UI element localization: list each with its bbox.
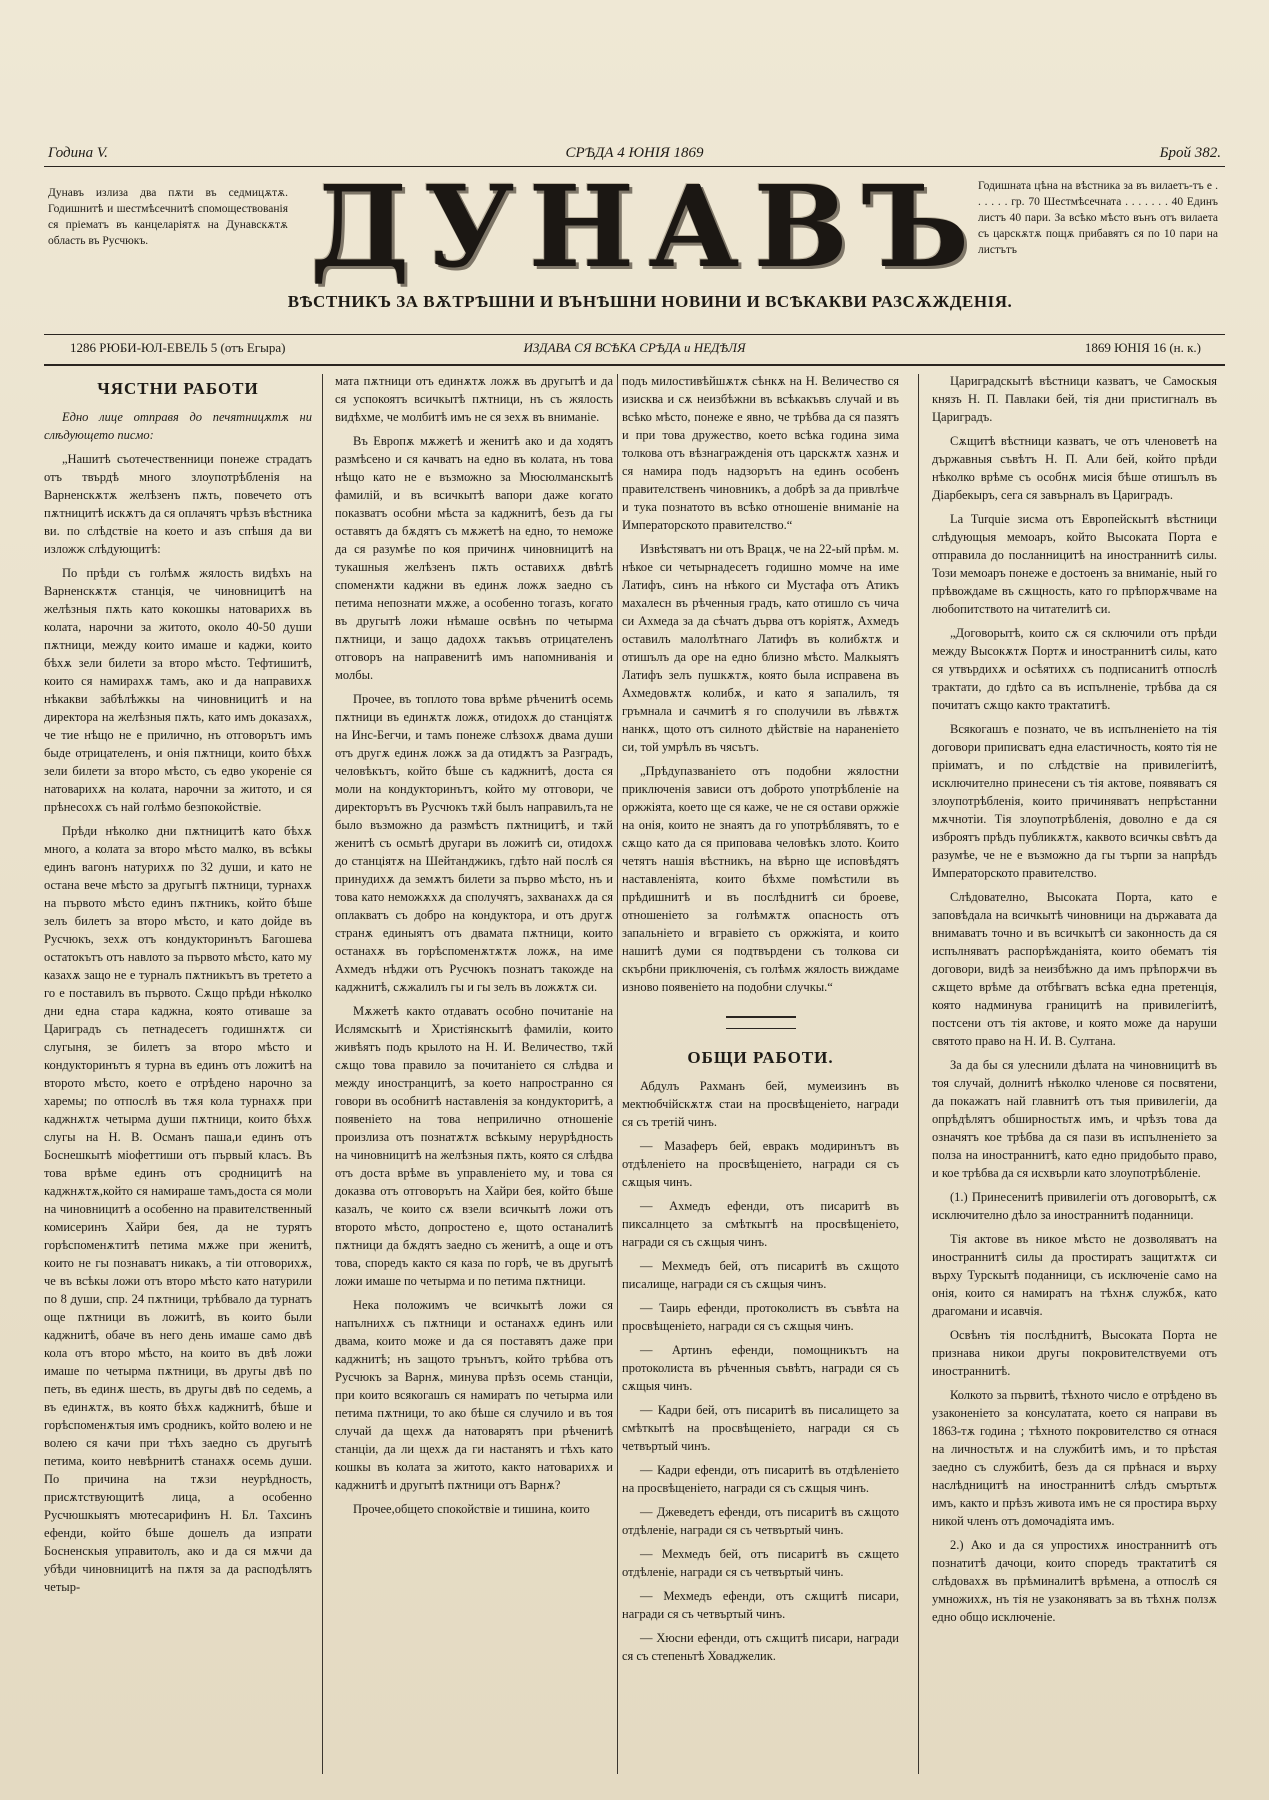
article-paragraph: Слѣдователно, Высоката Порта, като е заповѣдала на всичкытѣ чиновници на държавата да внимаватъ точно и въ всичкытѣ си законность да ся испълняватъ распорѣжданіята, които обематъ тія договори, видѣ за неизбѣжно да имъ прѣпорѫчи въ сѫщето врѣме да отбѣгватъ всѣка една претенція, която надминува границитѣ на привилегіитѣ, постсени отъ тія актове, и която може да наруши святото право на Н. И. В. Султана. [932, 890, 1217, 1048]
article-paragraph: За да бы ся улеснили дѣлата на чиновницитѣ въ тоя случай, долнитѣ нѣколко членове ся посвятени, да покажатъ най главнитѣ отъ тыя привилегіи, да опрѣдѣлятъ обширностьтѫ имъ, и чрѣзъ това да означятъ кое трѣбва да ся пази въ испълненіето за полза на иностраннитѣ, като едно придобыто право, и кое трѣбва да ся исхвърли като злоупотрѣбленіе. [932, 1058, 1217, 1180]
article-paragraph: Въ Европѫ мѫжетѣ и женитѣ ако и да ходятъ размѣсено и ся качватъ на едно въ колата, нъ това нѣщо като не е възможно за Мюсюлманскытѣ фамилій, и въ всичкытѣ вапори даже когато показватъ особни мѣста за каджнитѣ, безъ да гы оставятъ да бѫдятъ съ мѫжетѣ на едно, то неможе да ся разумѣе по коя причинѫ чиновницитѣ на тукашныя желѣзенъ пѫть оставихѫ двѣтѣ споменѫти каджни въ единѫ ложѫ заедно съ петима непознати мѫже, а особенно тогазъ, когато въ другытѣ ложи нѣмаше освѣнъ по четырма пѫтници, и защо дадохѫ такъвъ отрицателенъ отговоръ на направенитѣ имъ напомниванія и молбы. [335, 434, 613, 682]
article-paragraph: — Мехмедъ ефенди, отъ сѫщитѣ писари, награди ся съ четвъртый чинъ. [622, 1589, 899, 1621]
publication-schedule: ИЗДАВА СЯ ВСѢКА СРѢДА и НЕДѢЛЯ [523, 340, 746, 355]
year-label: Година V. [48, 145, 108, 161]
article-paragraph: La Turquie зисма отъ Европейскытѣ вѣстници слѣдующыя мемоаръ, който Высоката Порта е отправила до посланницитѣ на иностраннитѣ силы. Този мемоаръ понеже е достоенъ за вниманіе, ный го прѣвождаме въ сѫщность, като го прѣпорѫчваме на любопитството на читателитѣ си. [932, 512, 1217, 616]
article-paragraph: Извѣстяватъ ни отъ Врацѫ, че на 22-ый прѣм. м. нѣкое си четырнадесетъ годишно момче на име Латифъ, синъ на нѣкого си Мустафа отъ Атикъ махалесн въ рѣченныя градъ, като отишло съ чича си Ахмеда за да сѣчатъ дърва отъ коріятѫ, Ахмедъ оставилъ малолѣтнаго Латифъ въ колибѫтѫ и отишълъ да оре на едно близно мѣсто. Малкыятъ Латифъ зелъ пушкѫтѫ, която была исправена въ Ахмедовѫтѫ колибѫ, и като я запалилъ, тя гръмнала и сачмитѣ я го сполучили въ лѣвѫтѫ нанкѫ, щото отъ силното дѣйствіе на нараненіето си, той умрѣлъ въ чясътъ. [622, 542, 899, 754]
column-divider [918, 374, 919, 1774]
article-paragraph: — Артинъ ефенди, помощникътъ на протоколиста въ рѣченныя съвѣтъ, награди ся съ сѫщыя чинъ. [622, 1343, 899, 1393]
article-intro: Едно лице отправя до печятницѫтѫ ни слѣдующето писмо: [44, 410, 312, 442]
article-paragraph: Нека положимъ че всичкытѣ ложи ся напълнихѫ съ пѫтници и останахѫ единъ или двама, които може и да ся поставятъ даже при каджнитѣ; нъ защото трънътъ, който трѣбва отъ Русчюкъ за Варнѫ, минува прѣзъ осемь станціи, при които всякогашъ ся намиратъ по четырма или петима пѫтници, то ако бѣше ся случило и въ тоя случай да щехѫ да натоварятъ при рѣченитѣ станціи, да ли щехѫ да ги настанятъ и тѣхъ като кошкы въ колата за житото, както натоварихѫ и каджнитѣ и другытѣ пѫтници отъ Варнѫ? [335, 1298, 613, 1492]
dateline-top-rule [44, 334, 1225, 335]
article-paragraph: — Таирь ефенди, протоколистъ въ съвѣта на просвѣщеніето, награди ся съ сѫщыя чинъ. [622, 1301, 899, 1333]
article-paragraph: — Хюсни ефенди, отъ сѫщитѣ писари, награди ся съ степеньтѣ Ховаджелик. [622, 1631, 899, 1663]
issue-date: СРѢДА 4 ЮНІЯ 1869 [565, 145, 704, 161]
article-paragraph: „Договорытѣ, които сѫ ся сключили отъ прѣди между Высокѫтѫ Портѫ и иностраннитѣ силы, като ся утвърдихѫ и осѣятихѫ съ подписанитѣ отпослѣ трактати, до гдѣто са въ испълненіе, трѣбва да ся почитатъ сѫщо както трактатитѣ. [932, 626, 1217, 712]
article-paragraph: Прочее,общето спокойствіе и тишина, които [353, 1502, 590, 1516]
article-paragraph: — Мехмедъ бей, отъ писаритѣ въ сѫщето отдѣленіе, награди ся съ четвъртый чинъ. [622, 1547, 899, 1579]
article-paragraph: — Кадри бей, отъ писаритѣ въ писалището за смѣткытѣ на просвѣщеніето, награди ся съ четвъртый чинъ. [622, 1403, 899, 1453]
dateline-bottom-rule [44, 364, 1225, 366]
section-heading-private-affairs: ЧЯСТНИ РАБОТИ [97, 379, 259, 398]
column-2 [335, 372, 613, 1772]
column-divider [617, 374, 618, 1774]
article-paragraph: Сѫщитѣ вѣстници казватъ, че отъ членоветѣ на държавныя съвѣтъ Н. П. Али бей, който прѣди нѣколко врѣме съ особнѫ мисія бѣше отишълъ въ Діарбекыръ, сега ся завърналъ въ Цариградъ. [932, 434, 1217, 502]
masthead-subtitle: ВѢСТНИКЪ ЗА ВѪТРѢШНИ И ВЪНѢШНИ НОВИНИ И ВСѢКАКВИ РАЗСѪЖДЕНІЯ. [287, 292, 1013, 311]
article-paragraph: Прочее, въ топлото това врѣме рѣченитѣ осемь пѫтници въ единѫтѫ ложѫ, отидохѫ до станціятѫ на Инс-Бегчи, и тамъ понеже слѣзохѫ двама души отъ другѫ единѫ ложѫ за да отидѫтъ за Разградъ, человѣкътъ, който бѣше съ каджнитѣ, доста ся моли на кондукторинътъ, който му отговори, че директорътъ въ Русчюкъ тѫй былъ направилъ,та не было възможно да размѣстъ пѫтницитѣ, и тѫй женитѣ съ осмьтѣ другари въ ложитѣ си, отидохѫ до станціятѫ на Шейтанджикъ, гдѣто най послѣ ся принудихѫ да земѫтъ билети за първо мѣсто, нъ и това като неможѫхѫ да сполучятъ, захванахѫ да ся оплакватъ съ добро на кондуктора, и отъ другѫ странѫ единыятъ отъ двамата пѫтници, които останахѫ въ горѣспоменѫтѫтѫ ложѫ, на име Ахмедъ нѣджи отъ Русчюкъ познатъ такожде на каджнитѣ, сѫжалилъ гы и гы зелъ въ ложѫтѫ си. [335, 692, 613, 994]
article-paragraph: По прѣди съ голѣмѫ жялость видѣхъ на Варненскѫтѫ станція, че чиновницитѣ на желѣзныя пѫть като кокошкы натоварихѫ въ колата, нарочни за житото, около 40-50 души пѫтници, между които имаше и каджи, които бѣхѫ зели билети за второ мѣсто. Тефтишитѣ, които ся намирахѫ тамъ, ако и да направихѫ нѣкакви забѣлѣжкы на чиновницитѣ и на директора на желѣзныя пѫть, като имъ доказахѫ, че тие нѣщо не е прилично, нъ отговорътъ имъ быде отрицателенъ, и онія пѫтници, които бѣхѫ зели билети за второ мѣсто, съ едво укореніе ся натоварихѫ на колата, нарочни за житото, и ся прѣнесохѫ съ най голѣмо безпокойствіе. [44, 566, 312, 814]
article-paragraph: Цариградскытѣ вѣстници казватъ, че Самоскыя князъ Н. П. Павлаки бей, тія дни пристигналъ въ Цариградъ. [932, 374, 1217, 424]
article-paragraph: Абдулъ Рахманъ бей, мумеизинъ въ мектюбчійскѫтѫ стаи на просвѣщеніето, награди ся съ третій чинъ. [622, 1079, 899, 1129]
section-ornament [726, 1016, 796, 1029]
article-paragraph: Освѣнъ тія послѣднитѣ, Высоката Порта не признава никои другы покровителствуеми отъ иностраннитѣ. [932, 1328, 1217, 1378]
column-3 [622, 372, 899, 1772]
article-paragraph: Мѫжетѣ както отдаватъ особно почитаніе на Ислямскытѣ и Христіянскытѣ фамиліи, които живѣятъ подъ крылото на Н. И. Величество, тѫй сѫщо това правило за почитаніето ся слѣдва и между иностранцитѣ, за което напространно ся говори въ особнитѣ наставленія за кондукторитѣ, а появеніето на това неприлично отношеніе произлиза отъ познатѫтѫ всѣкыму нерурѣдность на чиновницитѣ на желѣзныя пѫть, която ся слѣдва отъ доста врѣме въ управленіето му, и това ся доказва отъ отговорътъ на Хайри бея, който бѣше казалъ, че които сѫ взели всичкытѣ ложи отъ второто мѣсто, допростено е, щото останалитѣ пѫтници да бѫдятъ заедно съ женитѣ, а още и отъ това, споредъ както ся каза по горѣ, че въ другытѣ ложи имаше по четырма и по петима пѫтници. [335, 1004, 613, 1288]
section-heading-public-affairs: ОБЩИ РАБОТИ. [687, 1048, 834, 1067]
hijri-date: 1286 РЮБИ-ЮЛ-ЕВЕЛЬ 5 (отъ Егыра) [70, 340, 286, 355]
column-4 [932, 372, 1217, 1772]
subscription-note: Дунавъ излиза два пѫти въ седмицѫтѫ. Годишнитѣ и шестмѣсечнитѣ спомоществованія ся пріематъ въ канцеларіятѫ на Дунавскѫтѫ область въ Русчюкъ. [48, 187, 288, 247]
issue-number: Брой 382. [1159, 145, 1221, 161]
article-paragraph: 2.) Ако и да ся упростихѫ иностраннитѣ отъ познатитѣ дачоци, които споредъ трактатитѣ ся слѣдовахѫ въ прѣминалитѣ врѣмена, а отпослѣ ся умножихѫ, нъ тія не узаконяватъ за въ тѣхнѫ ползѫ едно общо исключеніе. [932, 1538, 1217, 1624]
article-paragraph: — Мазаферъ бей, евракъ модиринътъ въ отдѣленіето на просвѣщеніето, награди ся съ сѫщыя чинъ. [622, 1139, 899, 1189]
article-paragraph: Тія актове въ никое мѣсто не дозволяватъ на иностраннитѣ силы да простиратъ защитѫтѫ си върху Турскытѣ поданници, съ исключеніе само на онія, които ся намиратъ на тѣхнѫ службѫ, като драгомани и исавчія. [932, 1232, 1217, 1318]
article-paragraph: — Джеведетъ ефенди, отъ писаритѣ въ сѫщото отдѣленіе, награди ся съ четвъртый чинъ. [622, 1505, 899, 1537]
article-paragraph: Колкото за първитѣ, тѣхното число е отрѣдено въ узаконеніето за консулатата, което ся направи въ 1863-тѫ година ; тѣхното покровителство ся отнася на личностьтѫ и на службитѣ имъ, и то прѣстая заедно съ службитѣ, безъ да ся прѣнася и върху наслѣдницитѣ на иностраннитѣ слѣдъ смъртьтѫ имъ, както и прѣзъ живота имъ не ся простира върху никой членъ отъ домочадіята имъ. [932, 1388, 1217, 1528]
article-paragraph: „Нашитѣ съотечественници понеже страдатъ отъ твърдѣ много злоупотрѣбленія на Варненскѫтѫ желѣзенъ пѫть, повечето отъ пѫтницитѣ искѫтъ да ся оплачятъ чрѣзъ вѣстника ви. по слѣдствіе на което и азъ спѣшя да ви изложж слѣдующитѣ: [44, 452, 312, 556]
article-paragraph: Прѣди нѣколко дни пѫтницитѣ като бѣхѫ много, а колата за второ мѣсто малко, въ всѣкы единъ вагонъ натурихѫ по 32 души, и като не остана вече мѣсто за другытѣ пѫтници, турнахѫ на първото мѣсто единъ пѫтникъ, който бѣше зелъ билетъ за второ мѣсто, и като дойде въ Русчюкъ, зехѫ отъ кондукторинътъ Багошева остатокътъ отъ навлото за първото мѣсто, като му казахѫ защо не е турналъ пѫтникътъ въ третето а го е поставилъ въ първото. Сѫщо прѣди нѣколко дни една стара каджна, която отиваше за Цариградъ съ петнадесетъ годишнѫтѫ си слугыня, зе билетъ за второ мѣсто и кондукторинътъ я турна въ единъ отъ ложитѣ на второто мѣсто, което е отрѣдено нарочно за харемы; по отпослѣ въ тѫя кола турнахѫ при каджнѫтѫ четырма души пѫтници, които бѣхѫ слугы на Н. В. Османъ паша,и единъ отъ Боснешкытѣ міофеттиши отъ първый класъ. Въ това врѣме единъ отъ сродницитѣ на каджнѫтѫ,който ся намираше тамъ,доста ся моли на чиновницитѣ а особенно на правителственный комисеринъ Хайри бея, да не турятъ горѣспоменѫтитѣ петима мѫже при женитѣ, които не гы познаватъ никакъ, а тіи отговорихѫ, че въ всѣкы ложи отъ второ мѣсто като натурили по 8 души, спр. 24 пѫтници, трѣбвало да турнатъ още пѫтници въ ложитѣ, въ които были каджнитѣ, обаче въ него день имаше само двѣ кола отъ второ мѣсто, на които въ двѣ ложи имаше по четырма пѫтници, въ другы двѣ по петь, въ единѫ шесть, въ другы двѣ по седемь, а въ единѫтѫ, въ която бѣхѫ каджнитѣ, бѣше и горѣспоменѫтыя имъ сродникъ, който волею и не волею ся качи при тѣхъ заедно съ другытѣ петима, които невѣрнитѣ станахѫ осемь души. По причина на тѫзи неурѣдность, присѫтствующитѣ лица, а особенно Русчюшкыятъ мютесарифинъ Н. Бл. Тахсинъ ефенди, който бѣше дошелъ да изпрати Босненскыя управитолъ, ако и да ся мѫчи да убѣди чиновницитѣ на пѫтя за да расподѣлятъ четыр- [44, 824, 312, 1594]
article-paragraph: Всякогашъ е познато, че въ испълненіето на тія договори приписватъ една еластичность, която тія не пріиматъ, и по слѣдствіе на привилегіитѣ, исключително принесени съ тія актове, появяватъ ся злоупотрѣбленія, които причиняватъ непрѣстанни мѫчнотіи. Тія злоупотрѣбленія, доволно е да ся изброятъ прѣдъ публикѫтѫ, каквото всичкы свѣтъ да разумѣе, че не е възможно да гы търпи за напрѣдъ Императорското правителство. [932, 722, 1217, 880]
article-paragraph: мата пѫтници отъ единѫтѫ ложѫ въ другытѣ и да ся успокоятъ всичкытѣ пѫтници, нъ съ жялость видѣхме, че молбитѣ имъ не ся зехѫ въ вниманіе. [335, 374, 613, 424]
column-divider [322, 374, 323, 1774]
article-paragraph: подъ милостивѣйшѫтѫ сѣнкѫ на Н. Величество ся изисква и сѫ неизбѣжни въ всѣкакъвъ случай и въ всѣко мѣсто, понеже е явно, че трѣбва да ся пазятъ и при това дружество, което всѣка година зима толкова отъ вѣзнагражденія отъ царскѫтѫ хазнѫ и ся намира подъ надзорътъ на единъ особенъ правителственъ чиновникъ, а добрѣ за да привлѣче и тука познатото въ всѣко отношеніе вниманіе на Императорското правителство.“ [622, 374, 899, 532]
article-paragraph: — Ахмедъ ефенди, отъ писаритѣ въ пиксалнцето за смѣткытѣ на просвѣщеніето, награди ся съ сѫщыя чинъ. [622, 1199, 899, 1249]
column-1 [44, 372, 312, 1772]
gregorian-date: 1869 ЮНІЯ 16 (н. к.) [1084, 340, 1201, 355]
article-paragraph: — Мехмедъ бей, отъ писаритѣ въ сѫщото писалище, награди ся съ сѫщыя чинъ. [622, 1259, 899, 1291]
article-paragraph: „Прѣдупазваніето отъ подобни жялостни приключенія зависи отъ доброто употрѣбленіе на оржжіята, което ще ся каже, че не ся остави оржжіе на онія, които не знаятъ да го употрѣблявятъ, то е сѫщо като да ся приповава человѣкъ злото. Които четятъ нашія вѣстникъ, на вѣрно ще исповѣдятъ наставленіята, които бѣхме помѣстили въ прѣдишнитѣ и въ послѣднитѣ си броеве, отношеніето за голѣмѫтѫ опасность отъ запальніето и вгравіето съ оржжіята, и които нашитѣ думи ся подтвърдени съ толкова си скърбни приключенія, съ голѣмѫ жялость виждаме изново появеніето на подобни случкы.“ [622, 764, 899, 994]
masthead-title: ДУНАВЪ [310, 162, 984, 293]
article-paragraph: (1.) Принесенитѣ привилегіи отъ договорытѣ, сѫ исключително дѣло за иностраннитѣ поданници. [932, 1190, 1217, 1222]
price-note: Годишната цѣна на вѣстника за въ вилаетъ-тъ е . . . . . . гр. 70 Шестмѣсечната . . . . . . . 40 Единъ листъ 40 пари. За всѣко мѣсто вънъ отъ вилаета съ царскѫтѫ пощѫ прибавятъ ся по 10 пари на листътъ [978, 180, 1218, 256]
article-paragraph: — Кадри ефенди, отъ писаритѣ въ отдѣленіето на просвѣщеніето, награди ся съ сѫщыя чинъ. [622, 1463, 899, 1495]
